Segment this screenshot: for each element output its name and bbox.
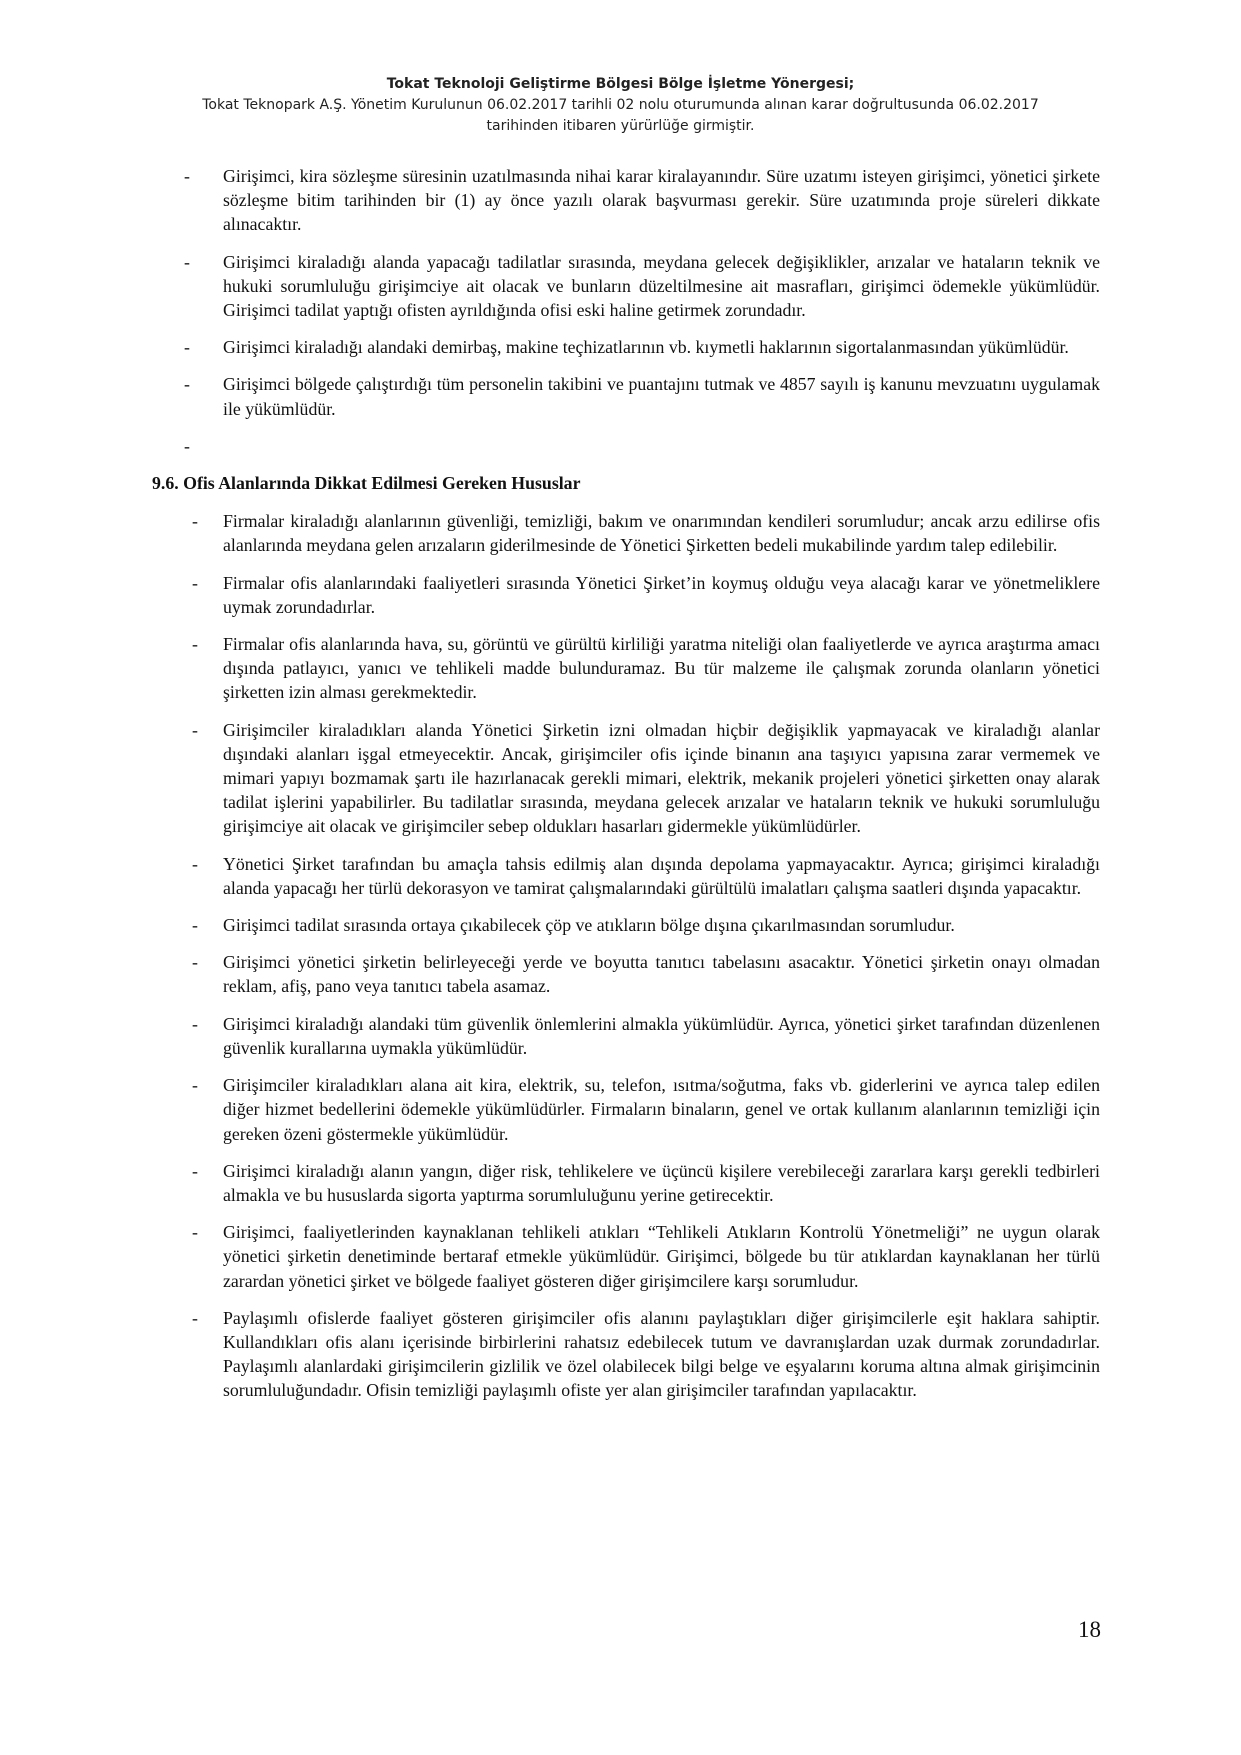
- list-item-text: [223, 434, 1100, 458]
- header-title: Tokat Teknoloji Geliştirme Bölgesi Bölge İşletme Yönergesi;: [386, 76, 855, 92]
- list-dash: -: [192, 952, 198, 973]
- list-dash: -: [184, 374, 190, 395]
- list-dash: -: [192, 634, 198, 655]
- list-item-text: Girişimci yönetici şirketin belirleyeceği yerde ve boyutta tanıtıcı tabelasını asacaktır. Yönetici şirketin onayı olmadan reklam, afiş, pano veya tanıtıcı tabela asamaz.: [223, 952, 1100, 997]
- list-item-text: Girişimci, faaliyetlerinden kaynaklanan tehlikeli atıkları “Tehlikeli Atıkların Kontrolü Yönetmeliği” ne uygun olarak yönetici şirketin denetiminde bertaraf etmekle yükümlüdür. Girişimci, bölgede bu tür atıklardan kaynaklanan her türlü zarardan yönetici şirket ve bölgede faaliyet gösteren diğer girişimcilere karşı sorumludur.: [223, 1222, 1100, 1291]
- list-item: [152, 913, 1100, 937]
- list-item-text: Girişimci kiraladığı alandaki tüm güvenlik önlemlerini almakla yükümlüdür. Ayrıca, yönetici şirket tarafından düzenlenen güvenlik kurallarına uymakla yükümlüdür.: [223, 1013, 1100, 1058]
- list-item: [152, 250, 1100, 323]
- list-item: [152, 1220, 1100, 1293]
- list-dash: -: [192, 1222, 198, 1243]
- list-item-text: Girişimci tadilat sırasında ortaya çıkabilecek çöp ve atıkların bölge dışına çıkarılmasından sorumludur.: [223, 915, 955, 936]
- list-item-text: Firmalar kiraladığı alanlarının güvenliği, temizliği, bakım ve onarımından kendileri sorumludur; ancak arzu edilirse ofis alanlarında meydana gelen arızaların giderilmesinde de Yönetici Şirketten bedeli mukabilinde yardım talep edilebilir.: [223, 511, 1100, 556]
- list-item-text: Firmalar ofis alanlarındaki faaliyetleri sırasında Yönetici Şirket’in koymuş olduğu veya alacağı karar ve yönetmeliklere uymak zorundadırlar.: [223, 572, 1100, 617]
- list-dash: -: [192, 511, 198, 532]
- list-dash: -: [192, 719, 198, 740]
- list-b: [152, 509, 1100, 1402]
- page-header: [130, 74, 1111, 137]
- section-title: 9.6. Ofis Alanlarında Dikkat Edilmesi Gereken Hususlar: [152, 473, 581, 494]
- list-item-text: Firmalar ofis alanlarında hava, su, görüntü ve gürültü kirliliği yaratma niteliği olan faaliyetlerde ve ayrıca araştırma amacı dışında patlayıcı, yanıcı ve tehlikeli madde bulunduramaz. Bu tür malzeme ile çalışmak zorunda olanların yönetici şirketten izin alması gerekmektedir.: [223, 634, 1100, 703]
- list-dash: -: [192, 1075, 198, 1096]
- list-item: [152, 1073, 1100, 1146]
- list-item: [152, 372, 1100, 420]
- list-item: [152, 164, 1100, 237]
- list-dash: -: [192, 1013, 198, 1034]
- list-item: [152, 1306, 1100, 1403]
- list-item: [152, 1012, 1100, 1060]
- page-content: [152, 164, 1100, 1416]
- header-line-2: tarihinden itibaren yürürlüğe girmiştir.: [486, 118, 755, 134]
- list-dash: -: [184, 166, 190, 186]
- list-dash: -: [184, 251, 190, 272]
- list-item: [152, 950, 1100, 998]
- list-dash: -: [192, 853, 198, 874]
- list-item: [152, 718, 1100, 839]
- list-dash: -: [184, 337, 190, 358]
- list-dash: -: [184, 435, 190, 456]
- list-dash: -: [192, 572, 198, 593]
- list-item-text: Girişimci, kira sözleşme süresinin uzatılmasında nihai karar kiralayanındır. Süre uzatımı isteyen girişimci, yönetici şirkete sözleşme bitim tarihinden bir (1) ay önce yazılı olarak başvurması gerekir. Süre uzatımında proje süreleri dikkate alınacaktır.: [223, 166, 1100, 235]
- list-a: [152, 164, 1100, 458]
- list-item: [152, 632, 1100, 705]
- list-dash: -: [192, 915, 198, 936]
- list-item: [152, 571, 1100, 619]
- list-item-text: Girişimciler kiraladıkları alanda Yönetici Şirketin izni olmadan hiçbir değişiklik yapmayacak ve kiraladığı alanlar dışındaki alanları işgal etmeyecektir. Ancak, girişimciler ofis içinde binanın ana taşıyıcı yapısına zarar vermemek ve mimari yapıyı bozmamak şartı ile hazırlanacak gerekli mimari, elektrik, mekanik projeleri yönetici şirketten onay alarak tadilat işlerini yapabilirler. Bu tadilatlar sırasında, meydana gelecek arızalar ve hataların teknik ve hukuki sorumluluğu girişimciye ait olacak ve girişimciler sebep oldukları hasarları gidermekle yükümlüdürler.: [223, 719, 1100, 837]
- list-item-text: Girişimciler kiraladıkları alana ait kira, elektrik, su, telefon, ısıtma/soğutma, faks vb. giderlerini ve ayrıca talep edilen diğer hizmet bedellerini ödemekle yükümlüdürler. Firmaların binaların, genel ve ortak kullanım alanlarının temizliği için gereken özeni göstermekle yükümlüdür.: [223, 1075, 1100, 1144]
- list-item: [152, 852, 1100, 900]
- list-dash: -: [192, 1160, 198, 1181]
- page-number: 18: [1078, 1617, 1101, 1642]
- list-item-text: Girişimci kiraladığı alanın yangın, diğer risk, tehlikelere ve üçüncü kişilere verebileceği zararlara karşı gerekli tedbirleri almakla ve bu hususlarda sigorta yaptırma sorumluluğunu yerine getirecektir.: [223, 1160, 1100, 1205]
- list-item-text: Girişimci kiraladığı alandaki demirbaş, makine teçhizatlarının vb. kıymetli haklarının sigortalanmasından yükümlüdür.: [223, 337, 1069, 358]
- list-item: [152, 509, 1100, 557]
- list-dash: -: [192, 1307, 198, 1328]
- list-item-text: Girişimci bölgede çalıştırdığı tüm personelin takibini ve puantajını tutmak ve 4857 sayılı iş kanunu mevzuatını uygulamak ile yükümlüdür.: [223, 374, 1100, 419]
- list-item-text: Paylaşımlı ofislerde faaliyet gösteren girişimciler ofis alanını paylaştıkları diğer girişimcilerle eşit haklara sahiptir. Kullandıkları ofis alanı içerisinde birbirlerini rahatsız edebilecek tutum ve davranışlardan uzak durmak zorundadırlar. Paylaşımlı alanlardaki girişimcilerin gizlilik ve özel olabilecek bilgi belge ve eşyalarını koruma altına almak girişimcinin sorumluluğundadır. Ofisin temizliği paylaşımlı ofiste yer alan girişimciler tarafından yapılacaktır.: [223, 1307, 1100, 1401]
- list-item-text: Yönetici Şirket tarafından bu amaçla tahsis edilmiş alan dışında depolama yapmayacaktır. Ayrıca; girişimci kiraladığı alanda yapacağı her türlü dekorasyon ve tamirat çalışmalarındaki gürültülü imalatları çalışma saatleri dışında yapacaktır.: [223, 853, 1100, 898]
- header-line-1: Tokat Teknopark A.Ş. Yönetim Kurulunun 06.02.2017 tarihli 02 nolu oturumunda alınan karar doğrultusunda 06.02.2017: [202, 97, 1039, 113]
- list-item-text: Girişimci kiraladığı alanda yapacağı tadilatlar sırasında, meydana gelecek değişiklikler, arızalar ve hataların teknik ve hukuki sorumluluğu girişimciye ait olacak ve bunların düzeltilmesine ait masrafları, girişimci ödemekle yükümlüdür. Girişimci tadilat yaptığı ofisten ayrıldığında ofisi eski haline getirmek zorundadır.: [223, 251, 1100, 321]
- list-item: [152, 1159, 1100, 1207]
- list-item: [152, 335, 1100, 359]
- list-item-empty: [152, 434, 1100, 458]
